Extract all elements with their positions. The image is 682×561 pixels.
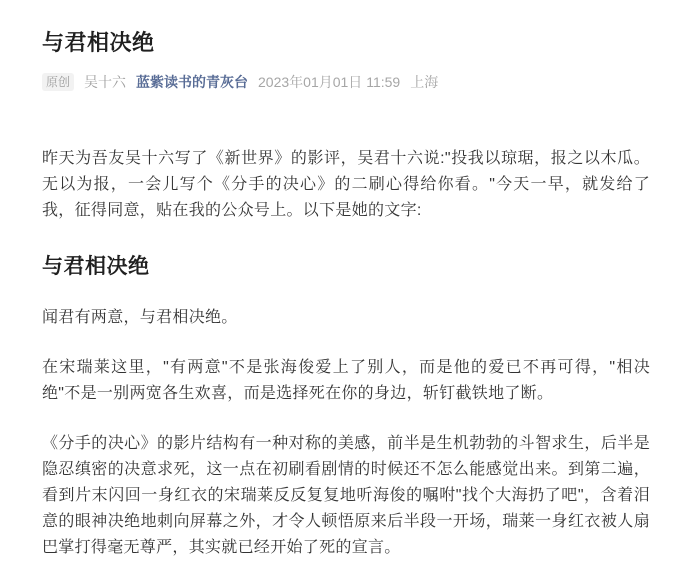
original-badge: 原创 — [42, 73, 74, 91]
body-paragraph-3: 《分手的决心》的影片结构有一种对称的美感，前半是生机勃勃的斗智求生，后半是隐忍缜密的决意求死，这一点在初刷看剧情的时候还不怎么能感觉出来。到第二遍，看到片末闪回一身红衣的宋瑞莱反反复复地听海俊的嘱咐"找个大海扔了吧"，含着泪意的眼神决绝地刺向屏幕之外，才令人顿悟原来后半段一开场，瑞莱一身红衣被人扇巴掌打得毫无尊严，其实就已经开始了死的宣言。 — [42, 435, 650, 557]
section-heading: 与君相决绝 — [42, 255, 150, 279]
article-title: 与君相决绝 — [42, 29, 155, 55]
publish-location: 上海 — [410, 74, 439, 91]
account-link[interactable]: 蓝紫读书的青灰台 — [136, 74, 249, 91]
article-body — [42, 146, 650, 561]
intro-paragraph: 昨天为吾友吴十六写了《新世界》的影评，吴君十六说:"投我以琼琚，报之以木瓜。无以为报，一会儿写个《分手的决心》的二刷心得给你看。"今天一早，就发给了我，征得同意，贴在我的公众号上。以下是她的文字: — [42, 150, 650, 220]
body-paragraph-2: 在宋瑞莱这里，"有两意"不是张海俊爱上了别人，而是他的爱已不再可得，"相决绝"不是一别两宽各生欢喜，而是选择死在你的身边，斩钉截铁地了断。 — [42, 359, 650, 403]
byline — [42, 72, 650, 92]
author-name: 吴十六 — [84, 74, 127, 91]
body-paragraph-1: 闻君有两意，与君相决绝。 — [42, 309, 238, 327]
publish-datetime: 2023年01月01日 11:59 — [258, 74, 401, 91]
